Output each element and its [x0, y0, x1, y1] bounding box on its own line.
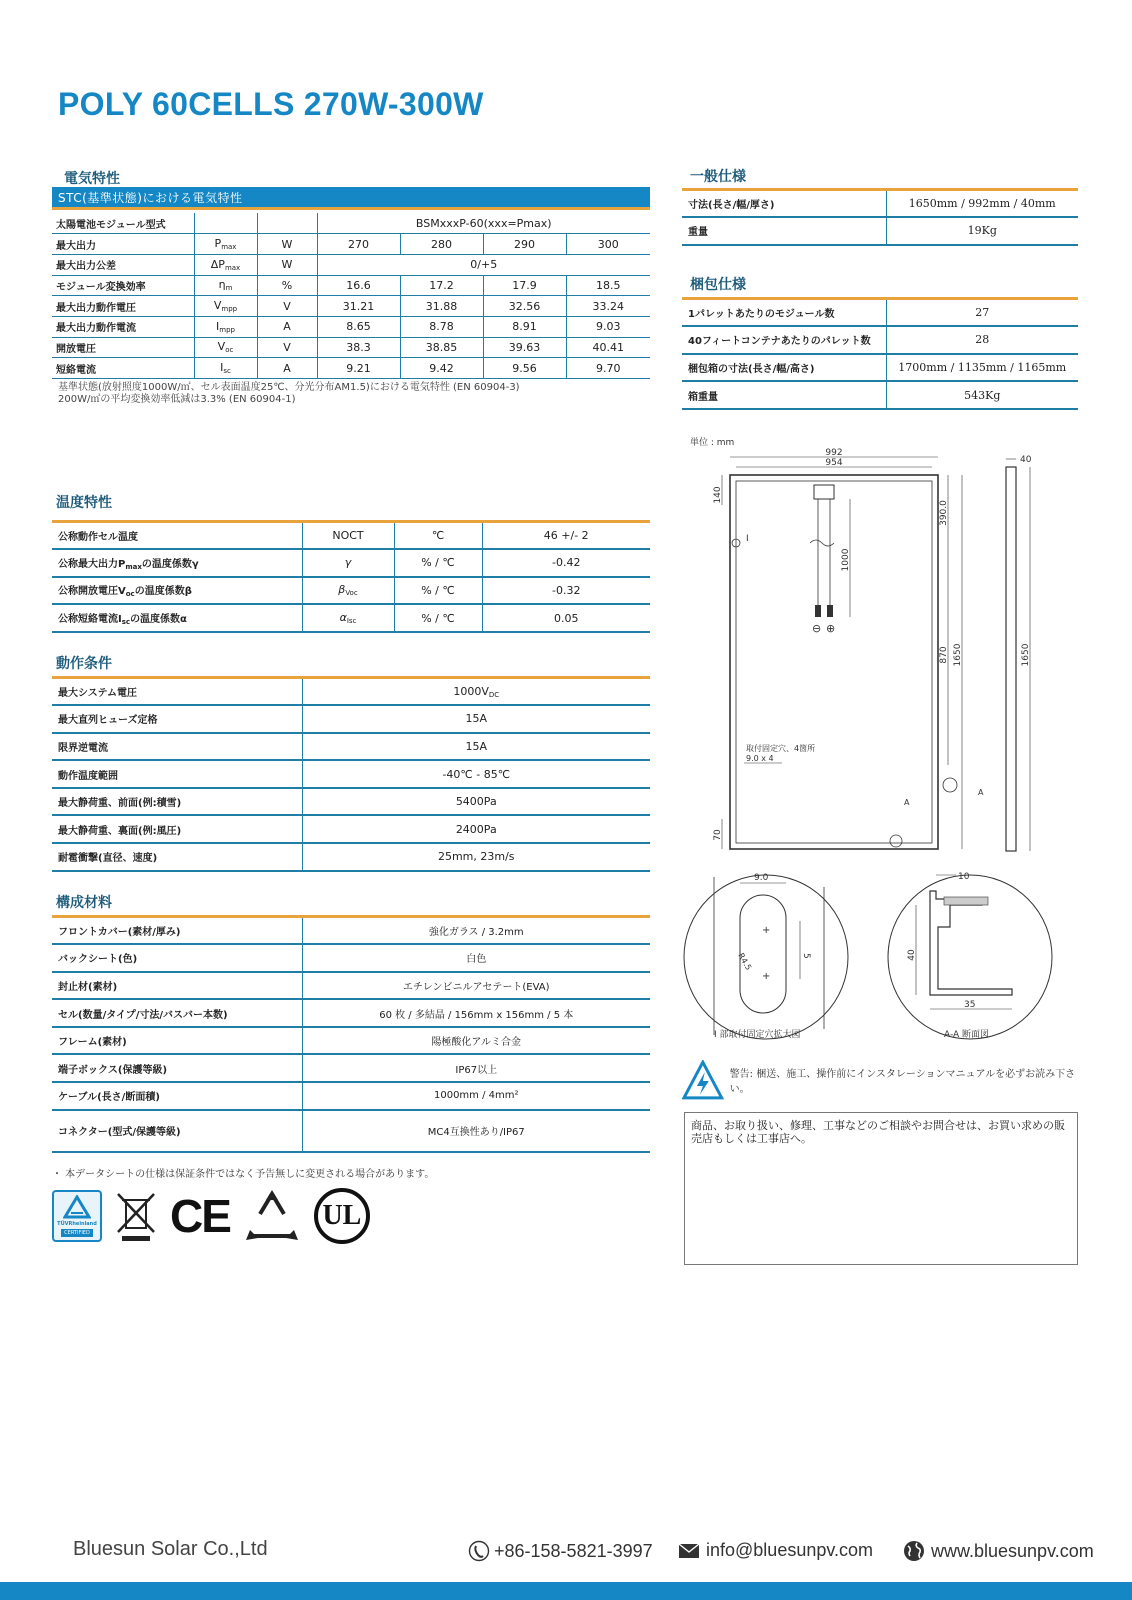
high-voltage-warning-icon — [682, 1060, 724, 1100]
warning-notice — [682, 1060, 1092, 1100]
table-row — [52, 788, 650, 816]
temp-unit: % / ℃ — [394, 604, 482, 632]
param-value: 9.03 — [566, 316, 650, 337]
ul-logo: UL — [314, 1188, 370, 1244]
phone-contact — [468, 1540, 653, 1562]
spec-label: 40フィートコンテナあたりのパレット数 — [682, 326, 886, 354]
param-value: 38.85 — [400, 337, 483, 358]
weee-bin-icon — [114, 1190, 158, 1242]
material-value: エチレンビニルアセテート(EVA) — [302, 972, 650, 1000]
param-label: 最大出力公差 — [52, 254, 194, 275]
param-value: 17.2 — [400, 275, 483, 296]
materials-table — [52, 915, 650, 1153]
minus-terminal-icon: ⊖ — [812, 622, 822, 635]
temp-label: 公称最大出力$P_{max}$の温度係数γ — [52, 549, 302, 577]
param-value: 31.88 — [400, 296, 483, 317]
param-value: 270 — [317, 234, 400, 255]
table-row — [52, 1054, 650, 1082]
material-value: MC4互換性あり/IP67 — [302, 1110, 650, 1152]
table-row — [52, 275, 650, 296]
param-value: 38.3 — [317, 337, 400, 358]
param-symbol: $I_{sc}$ — [194, 358, 257, 379]
table-row — [682, 381, 1078, 409]
detail-dim-5: 5 — [801, 953, 811, 959]
condition-value: 5400Pa — [302, 788, 650, 816]
table-row — [52, 213, 650, 234]
table-row — [682, 354, 1078, 382]
condition-label: 最大システム電圧 — [52, 678, 302, 706]
disclaimer: ・ 本データシートの仕様は保証条件ではなく予告無しに変更される場合があります。 — [52, 1169, 435, 1180]
tuv-triangle-icon — [63, 1195, 91, 1219]
ce-mark: CE — [170, 1190, 230, 1242]
spec-value: 19Kg — [886, 217, 1078, 245]
param-value: 9.42 — [400, 358, 483, 379]
temp-value: 46 +/- 2 — [482, 522, 650, 550]
condition-label: 最大直列ヒューズ定格 — [52, 705, 302, 733]
param-unit: A — [257, 316, 317, 337]
certification-logos — [52, 1188, 370, 1244]
warning-text: 警告: 梱送、施工、操作前にインスタレーションマニュアルを必ずお読み下さい。 — [729, 1069, 1076, 1095]
condition-label: 最大静荷重、前面(例:積雪) — [52, 788, 302, 816]
material-label: 封止材(素材) — [52, 972, 302, 1000]
param-value: 18.5 — [566, 275, 650, 296]
material-value: 強化ガラス / 3.2mm — [302, 917, 650, 945]
material-label: セル(数量/タイプ/寸法/バスバー本数) — [52, 999, 302, 1027]
model-label: 太陽電池モジュール型式 — [52, 213, 194, 234]
param-unit: V — [257, 337, 317, 358]
table-row — [52, 1110, 650, 1152]
param-label: 最大出力 — [52, 234, 194, 255]
param-symbol: $\eta_m$ — [194, 275, 257, 296]
material-value: 陽極酸化アルミ合金 — [302, 1027, 650, 1055]
dim-inner-width: 954 — [825, 458, 843, 468]
temp-symbol: NOCT — [302, 522, 394, 550]
param-value: 33.24 — [566, 296, 650, 317]
spec-value: 1700mm / 1135mm / 1165mm — [886, 354, 1078, 382]
param-label: 開放電圧 — [52, 337, 194, 358]
section-a-marker-right: A — [978, 788, 984, 797]
param-unit: W — [257, 234, 317, 255]
param-symbol: $V_{oc}$ — [194, 337, 257, 358]
page-title: POLY 60CELLS 270W-300W — [58, 86, 484, 122]
condition-value: $1000V_{DC}$ — [302, 678, 650, 706]
temp-symbol: $\alpha_{Isc}$ — [302, 604, 394, 632]
table-row — [52, 760, 650, 788]
dim-140: 140 — [713, 486, 723, 504]
table-row — [52, 944, 650, 972]
dim-1650: 1650 — [953, 643, 963, 667]
table-row — [52, 1082, 650, 1110]
recycle-icon — [242, 1188, 302, 1244]
table-row — [52, 296, 650, 317]
table-row — [52, 815, 650, 843]
mount-note: 取付固定穴、4箇所 — [746, 744, 816, 753]
param-unit: % — [257, 275, 317, 296]
table-row — [52, 917, 650, 945]
table-row — [52, 843, 650, 871]
param-value: 9.70 — [566, 358, 650, 379]
table-row — [52, 972, 650, 1000]
svg-text:+: + — [762, 971, 771, 982]
general-table — [682, 188, 1078, 246]
unit-label: 単位 : mm — [690, 438, 735, 448]
electrical-table — [52, 213, 650, 379]
condition-label: 動作温度範囲 — [52, 760, 302, 788]
detail-i-marker: I — [746, 534, 749, 544]
condition-label: 限界逆電流 — [52, 733, 302, 761]
temp-label: 公称短絡電流$I_{sc}$の温度係数α — [52, 604, 302, 632]
param-value: 39.63 — [483, 337, 566, 358]
table-row — [682, 299, 1078, 327]
condition-value: 15A — [302, 733, 650, 761]
material-label: フロントカバー(素材/厚み) — [52, 917, 302, 945]
electrical-heading: 電気特性 — [64, 171, 120, 187]
condition-label: 耐雹衝撃(直径、速度) — [52, 843, 302, 871]
material-label: 端子ボックス(保護等級) — [52, 1054, 302, 1082]
table-row — [682, 217, 1078, 245]
param-symbol: $P_{max}$ — [194, 234, 257, 255]
spec-label: 重量 — [682, 217, 886, 245]
param-unit: V — [257, 296, 317, 317]
table-row — [52, 316, 650, 337]
dim-40: 40 — [1020, 455, 1032, 465]
detail-i-caption: I 部取付固定穴拡大図 — [714, 1030, 801, 1040]
temp-unit: % / ℃ — [394, 577, 482, 605]
email-icon — [678, 1543, 700, 1559]
temperature-table — [52, 520, 650, 633]
model-value: BSMxxxP-60(xxx=Pmax) — [317, 213, 650, 234]
detail-radius: R4.5 — [736, 951, 754, 972]
param-value: 300 — [566, 234, 650, 255]
general-heading: 一般仕様 — [690, 169, 746, 185]
table-row — [52, 577, 650, 605]
param-value: 8.65 — [317, 316, 400, 337]
material-value: 1000mm / 4mm² — [302, 1082, 650, 1110]
phone-icon — [468, 1540, 490, 1562]
temp-unit: % / ℃ — [394, 549, 482, 577]
param-symbol: $I_{mpp}$ — [194, 316, 257, 337]
section-dim-10: 10 — [958, 872, 970, 882]
condition-value: 25mm, 23m/s — [302, 843, 650, 871]
email-address[interactable]: info@bluesunpv.com — [706, 1540, 874, 1560]
temp-label: 公称動作セル温度 — [52, 522, 302, 550]
param-value: 280 — [400, 234, 483, 255]
dim-1000: 1000 — [841, 548, 851, 572]
company-name: Bluesun Solar Co.,Ltd — [73, 1538, 268, 1560]
packing-heading: 梱包仕様 — [690, 277, 746, 293]
condition-label: 最大静荷重、裏面(例:風圧) — [52, 815, 302, 843]
table-row — [52, 604, 650, 632]
table-row — [52, 522, 650, 550]
param-label: 最大出力動作電圧 — [52, 296, 194, 317]
section-dim-35: 35 — [964, 1000, 976, 1010]
temp-value: -0.32 — [482, 577, 650, 605]
temp-unit: ℃ — [394, 522, 482, 550]
spec-value: 1650mm / 992mm / 40mm — [886, 190, 1078, 218]
param-value: 0/+5 — [317, 254, 650, 275]
param-value: 17.9 — [483, 275, 566, 296]
param-value: 40.41 — [566, 337, 650, 358]
bottom-accent-bar — [0, 1582, 1132, 1600]
param-value: 16.6 — [317, 275, 400, 296]
dim-70: 70 — [713, 829, 723, 841]
table-row — [52, 999, 650, 1027]
material-label: フレーム(素材) — [52, 1027, 302, 1055]
temp-symbol: $\beta_{Voc}$ — [302, 577, 394, 605]
param-value: 8.91 — [483, 316, 566, 337]
dim-width: 992 — [825, 448, 843, 458]
table-row — [52, 1027, 650, 1055]
contact-box — [684, 1112, 1078, 1265]
dim-390: 390.0 — [939, 500, 949, 526]
spec-label: 1パレットあたりのモジュール数 — [682, 299, 886, 327]
website-url[interactable]: www.bluesunpv.com — [931, 1540, 1094, 1561]
plus-terminal-icon: ⊕ — [826, 622, 836, 635]
table-row — [52, 234, 650, 255]
spec-value: 27 — [886, 299, 1078, 327]
table-row — [52, 678, 650, 706]
email-contact — [678, 1540, 873, 1561]
section-dim-40: 40 — [907, 949, 917, 961]
temp-value: -0.42 — [482, 549, 650, 577]
globe-icon — [903, 1540, 925, 1562]
condition-value: -40℃ - 85℃ — [302, 760, 650, 788]
material-value: IP67以上 — [302, 1054, 650, 1082]
module-dimension-drawing — [682, 435, 1092, 1045]
footer — [0, 1538, 1132, 1586]
table-row — [52, 358, 650, 379]
tuv-logo: TÜVRheinland CERTIFIED — [52, 1190, 102, 1242]
temp-symbol: γ — [302, 549, 394, 577]
svg-text:+: + — [762, 925, 771, 936]
param-symbol: $\Delta P_{max}$ — [194, 254, 257, 275]
condition-value: 2400Pa — [302, 815, 650, 843]
param-value: 290 — [483, 234, 566, 255]
param-value: 9.21 — [317, 358, 400, 379]
table-row — [682, 190, 1078, 218]
material-label: コネクター(型式/保護等級) — [52, 1110, 302, 1152]
spec-label: 寸法(長さ/幅/厚さ) — [682, 190, 886, 218]
material-value: 60 枚 / 多結晶 / 156mm x 156mm / 5 本 — [302, 999, 650, 1027]
table-row — [52, 337, 650, 358]
phone-number[interactable]: +86-158-5821-3997 — [494, 1540, 653, 1561]
table-row — [682, 326, 1078, 354]
contact-text: 商品、お取り扱い、修理、工事などのご相談やお問合せは、お買い求めの販売店もしくは工事店へ。 — [691, 1119, 1065, 1145]
section-a-marker: A — [904, 798, 910, 807]
stc-header: STC(基準状態)における電気特性 — [52, 187, 650, 210]
materials-heading: 構成材料 — [56, 895, 112, 911]
param-value: 31.21 — [317, 296, 400, 317]
spec-value: 543Kg — [886, 381, 1078, 409]
table-row — [52, 705, 650, 733]
stc-note-2: 200W/㎡の平均変換効率低減は3.3% (EN 60904-1) — [58, 394, 296, 405]
operating-heading: 動作条件 — [56, 656, 112, 672]
temperature-heading: 温度特性 — [56, 495, 112, 511]
param-label: モジュール変換効率 — [52, 275, 194, 296]
section-caption: A-A 断面図 — [944, 1030, 990, 1040]
table-row — [52, 254, 650, 275]
material-label: バックシート(色) — [52, 944, 302, 972]
web-contact — [903, 1540, 1094, 1562]
param-unit: A — [257, 358, 317, 379]
param-value: 9.56 — [483, 358, 566, 379]
param-value: 8.78 — [400, 316, 483, 337]
temp-label: 公称開放電圧$V_{oc}$の温度係数β — [52, 577, 302, 605]
spec-label: 箱重量 — [682, 381, 886, 409]
param-label: 最大出力動作電流 — [52, 316, 194, 337]
table-row — [52, 733, 650, 761]
material-label: ケーブル(長さ/断面積) — [52, 1082, 302, 1110]
dim-870: 870 — [939, 646, 949, 664]
temp-value: 0.05 — [482, 604, 650, 632]
spec-value: 28 — [886, 326, 1078, 354]
dim-side-1650: 1650 — [1021, 643, 1031, 667]
packing-table — [682, 297, 1078, 410]
operating-table — [52, 676, 650, 872]
mount-size: 9.0 x 4 — [746, 754, 774, 763]
material-value: 白色 — [302, 944, 650, 972]
table-row — [52, 549, 650, 577]
stc-note-1: 基準状態(放射照度1000W/㎡、セル表面温度25℃、分光分布AM1.5)における電気特性 (EN 60904-3) — [58, 382, 520, 393]
condition-value: 15A — [302, 705, 650, 733]
param-unit: W — [257, 254, 317, 275]
param-symbol: $V_{mpp}$ — [194, 296, 257, 317]
spec-label: 梱包箱の寸法(長さ/幅/高さ) — [682, 354, 886, 382]
detail-dim-9: 9.0 — [754, 873, 769, 883]
param-label: 短絡電流 — [52, 358, 194, 379]
param-value: 32.56 — [483, 296, 566, 317]
